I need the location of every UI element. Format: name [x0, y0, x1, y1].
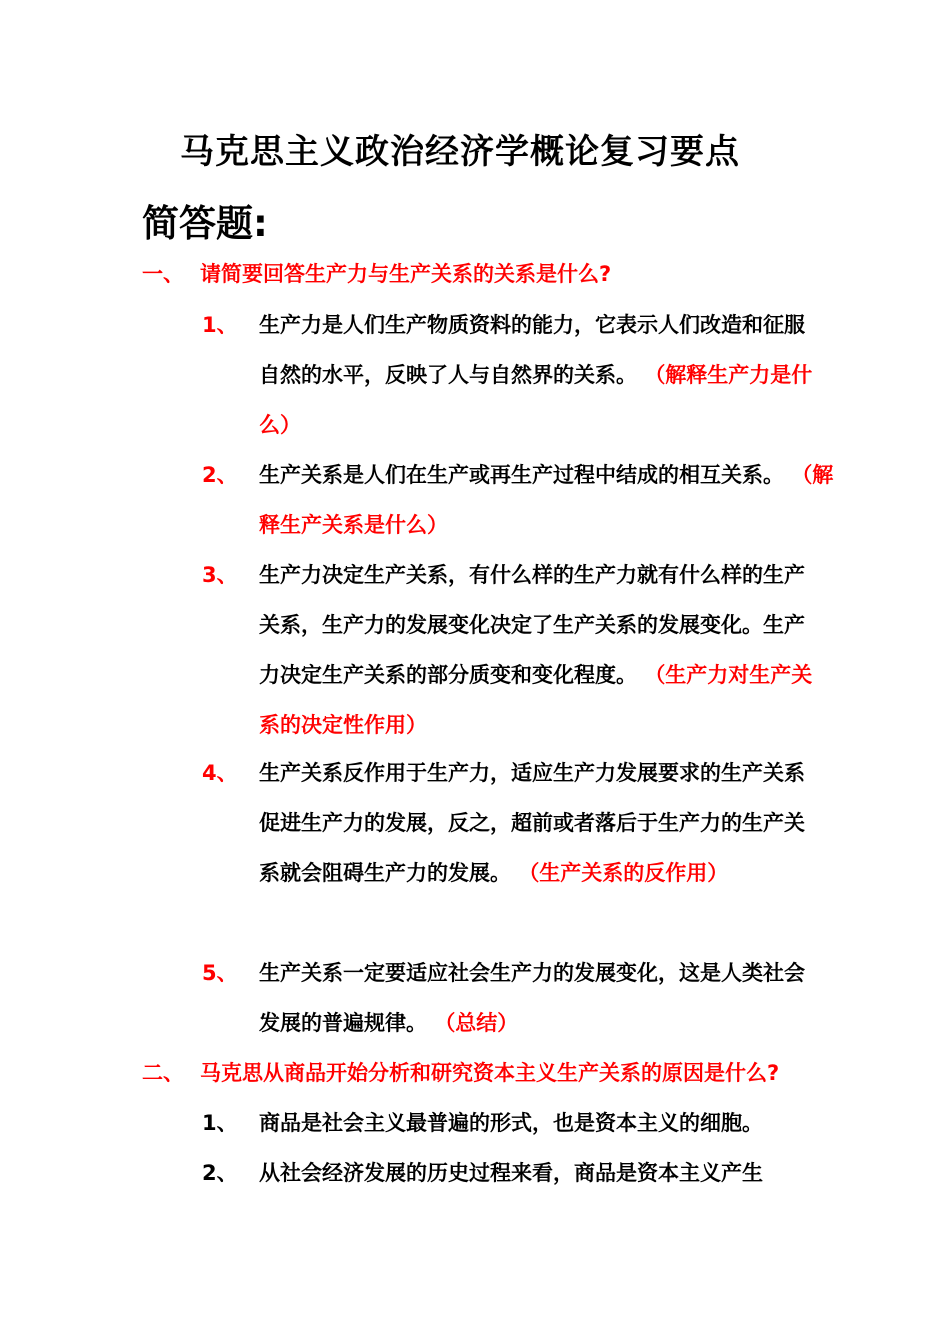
item-note: （解释生产关系是什么） [259, 463, 834, 537]
item-text: 商品是社会主义最普遍的形式，也是资本主义的细胞。 [259, 1111, 763, 1135]
item-note: （生产关系的反作用） [518, 861, 729, 885]
item-note: （生产力对生产关系的决定性作用） [259, 663, 813, 737]
section-heading: 简答题: [142, 202, 268, 245]
item-text: 生产关系是人们在生产或再生产过程中结成的相互关系。 [259, 463, 784, 487]
answer-item [202, 748, 814, 898]
answer-item [202, 1148, 814, 1198]
document-title: 马克思主义政治经济学概论复习要点 [180, 132, 740, 172]
item-number: 2、 [202, 1161, 238, 1185]
item-number: 3、 [202, 563, 238, 587]
item-text: 生产力是人们生产物质资料的能力，它表示人们改造和征服自然的水平，反映了人与自然界的关系。 [259, 313, 805, 387]
item-text: 生产关系反作用于生产力，适应生产力发展要求的生产关系促进生产力的发展，反之，超前或者落后于生产力的生产关系就会阻碍生产力的发展。 [259, 761, 805, 885]
item-number: 1、 [202, 313, 238, 337]
item-number: 5、 [202, 961, 238, 985]
item-note: （解释生产力是什么） [259, 363, 813, 437]
item-note: （总结） [434, 1011, 519, 1035]
item-text: 生产关系一定要适应社会生产力的发展变化，这是人类社会发展的普遍规律。 [259, 961, 805, 1035]
answer-item [202, 300, 814, 450]
answer-item [202, 1098, 814, 1148]
question-number: 二、 [142, 1061, 184, 1085]
question-text: 马克思从商品开始分析和研究资本主义生产关系的原因是什么? [200, 1061, 780, 1085]
question-1 [142, 249, 611, 299]
answer-item [202, 550, 814, 750]
item-text: 从社会经济发展的历史过程来看，商品是资本主义产生 [259, 1161, 763, 1185]
question-text: 请简要回答生产力与生产关系的关系是什么? [200, 262, 612, 286]
answer-item [202, 450, 842, 550]
question-2 [142, 1048, 779, 1098]
item-number: 2、 [202, 463, 238, 487]
question-number: 一、 [142, 262, 184, 286]
item-number: 4、 [202, 761, 238, 785]
answer-item [202, 948, 814, 1048]
item-number: 1、 [202, 1111, 238, 1135]
item-text: 生产力决定生产关系，有什么样的生产力就有什么样的生产关系，生产力的发展变化决定了生产关系的发展变化。生产力决定生产关系的部分质变和变化程度。 [259, 563, 805, 687]
